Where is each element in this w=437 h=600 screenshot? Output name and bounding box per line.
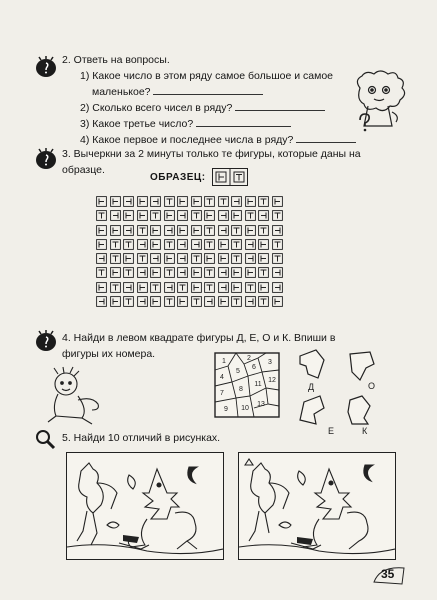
grid-figure[interactable] [204, 239, 215, 250]
grid-figure[interactable] [245, 296, 256, 307]
task-5 [62, 430, 362, 446]
task-2-question-1b: маленькое? [62, 84, 382, 100]
grid-figure[interactable] [177, 239, 188, 250]
grid-figure[interactable] [123, 253, 134, 264]
shape-letter-e: Е [328, 426, 335, 434]
grid-figure[interactable] [272, 267, 283, 278]
grid-figure[interactable] [150, 239, 161, 250]
shape-k[interactable] [348, 396, 370, 424]
answer-line-2[interactable] [235, 100, 325, 111]
sample-figures [213, 169, 247, 185]
shape-d[interactable] [300, 350, 324, 378]
grid-figure[interactable] [164, 210, 175, 221]
grid-figure[interactable] [164, 239, 175, 250]
grid-figure[interactable] [96, 225, 107, 236]
grid-figure[interactable] [164, 225, 175, 236]
grid-figure[interactable] [110, 253, 121, 264]
grid-figure[interactable] [110, 296, 121, 307]
grid-figure[interactable] [177, 253, 188, 264]
grid-figure[interactable] [123, 239, 134, 250]
answer-line-1[interactable] [153, 84, 263, 95]
thinking-head-icon [34, 148, 58, 172]
grid-figure[interactable] [96, 196, 107, 207]
grid-figure[interactable] [218, 267, 229, 278]
grid-figure[interactable] [177, 225, 188, 236]
answer-line-4[interactable] [296, 132, 356, 143]
grid-figure[interactable] [258, 267, 269, 278]
grid-figure[interactable] [137, 267, 148, 278]
magnifier-icon [34, 428, 56, 450]
square-num-10: 10 [241, 405, 249, 412]
grid-figure[interactable] [110, 210, 121, 221]
grid-figure[interactable] [137, 296, 148, 307]
grid-figure[interactable] [231, 267, 242, 278]
grid-figure[interactable] [272, 225, 283, 236]
grid-figure[interactable] [204, 210, 215, 221]
grid-figure[interactable] [191, 296, 202, 307]
grid-figure[interactable] [123, 296, 134, 307]
sample-label: ОБРАЗЕЦ: [150, 172, 206, 183]
grid-figure[interactable] [272, 210, 283, 221]
shape-o[interactable] [350, 352, 374, 380]
square-num-1: 1 [222, 358, 226, 365]
wolf-scene-left [67, 453, 223, 559]
grid-figure[interactable] [258, 282, 269, 293]
grid-figure[interactable] [137, 225, 148, 236]
grid-figure[interactable] [137, 239, 148, 250]
grid-figure[interactable] [204, 267, 215, 278]
grid-figure[interactable] [191, 267, 202, 278]
grid-figure[interactable] [204, 296, 215, 307]
grid-figure[interactable] [123, 196, 134, 207]
grid-figure[interactable] [191, 282, 202, 293]
picture-left [66, 452, 224, 560]
wolf-scene-right [239, 453, 395, 559]
grid-figure[interactable] [204, 196, 215, 207]
square-num-11: 11 [254, 381, 262, 388]
grid-figure[interactable] [231, 196, 242, 207]
grid-figure[interactable] [191, 239, 202, 250]
grid-figure[interactable] [218, 210, 229, 221]
grid-figure[interactable] [177, 296, 188, 307]
grid-figure[interactable] [177, 196, 188, 207]
grid-figure[interactable] [258, 196, 269, 207]
task-2-question-4: 4) Какое первое и последнее числа в ряду? [62, 132, 382, 148]
square-num-13: 13 [257, 401, 265, 408]
grid-figure[interactable] [191, 225, 202, 236]
grid-figure[interactable] [96, 296, 107, 307]
grid-figure[interactable] [191, 196, 202, 207]
shapes-to-find [290, 344, 410, 434]
grid-figure[interactable] [272, 296, 283, 307]
grid-figure[interactable] [164, 282, 175, 293]
grid-figure[interactable] [150, 296, 161, 307]
grid-figure[interactable] [231, 239, 242, 250]
square-num-5: 5 [236, 368, 240, 375]
task-3-title: 3. Вычеркни за 2 минуты только те фигуры, которые даны на [62, 148, 361, 160]
grid-figure[interactable] [150, 253, 161, 264]
shape-letter-k: К [362, 426, 368, 434]
square-num-9: 9 [224, 406, 228, 413]
shape-letter-o: О [368, 381, 376, 391]
answer-line-3[interactable] [196, 116, 291, 127]
task-2-question-3: 3) Какое третье число? [62, 116, 382, 132]
girl-question-illustration [352, 66, 414, 142]
grid-figure[interactable] [258, 210, 269, 221]
grid-figure[interactable] [96, 210, 107, 221]
grid-figure[interactable] [218, 196, 229, 207]
sample-box [212, 168, 248, 186]
square-num-8: 8 [239, 386, 243, 393]
square-num-12: 12 [268, 377, 276, 384]
grid-figure[interactable] [164, 296, 175, 307]
grid-figure[interactable] [137, 282, 148, 293]
grid-figure[interactable] [272, 239, 283, 250]
grid-figure[interactable] [164, 267, 175, 278]
grid-figure[interactable] [177, 210, 188, 221]
grid-figure[interactable] [123, 282, 134, 293]
grid-figure[interactable] [218, 282, 229, 293]
figure-grid [96, 196, 285, 310]
grid-figure[interactable] [245, 225, 256, 236]
page-number: 35 [381, 567, 395, 581]
grid-figure[interactable] [245, 282, 256, 293]
grid-figure[interactable] [218, 296, 229, 307]
grid-figure[interactable] [177, 282, 188, 293]
grid-figure[interactable] [123, 225, 134, 236]
grid-figure[interactable] [96, 282, 107, 293]
task-2-title: 2. Ответь на вопросы. [62, 54, 170, 66]
grid-figure[interactable] [123, 210, 134, 221]
grid-figure[interactable] [272, 282, 283, 293]
thinking-head-icon [34, 56, 58, 80]
grid-figure[interactable] [96, 253, 107, 264]
grid-figure[interactable] [164, 196, 175, 207]
grid-figure[interactable] [110, 282, 121, 293]
grid-figure[interactable] [272, 196, 283, 207]
grid-figure[interactable] [96, 239, 107, 250]
grid-figure[interactable] [137, 253, 148, 264]
boy-illustration [42, 366, 108, 426]
grid-figure[interactable] [231, 210, 242, 221]
task-4-title-cont: фигуры их номера. [62, 348, 156, 360]
shape-letter-d: Д [308, 382, 315, 392]
grid-figure[interactable] [164, 253, 175, 264]
grid-figure[interactable] [150, 210, 161, 221]
grid-figure[interactable] [258, 225, 269, 236]
grid-figure[interactable] [218, 239, 229, 250]
grid-figure[interactable] [231, 282, 242, 293]
grid-figure[interactable] [150, 225, 161, 236]
grid-figure[interactable] [150, 196, 161, 207]
square-num-7: 7 [220, 390, 224, 397]
grid-figure[interactable] [245, 210, 256, 221]
grid-figure[interactable] [218, 225, 229, 236]
grid-figure[interactable] [231, 225, 242, 236]
task-3-title-cont: образце. [62, 164, 105, 176]
grid-figure[interactable] [245, 239, 256, 250]
grid-figure[interactable] [110, 196, 121, 207]
grid-figure[interactable] [204, 282, 215, 293]
grid-figure[interactable] [231, 296, 242, 307]
grid-figure[interactable] [258, 239, 269, 250]
grid-figure[interactable] [245, 253, 256, 264]
task-5-title: 5. Найди 10 отличий в рисунках. [62, 432, 221, 444]
square-num-3: 3 [268, 359, 272, 366]
grid-figure[interactable] [204, 253, 215, 264]
grid-figure[interactable] [110, 225, 121, 236]
square-num-6: 6 [252, 364, 256, 371]
numbered-square [214, 352, 280, 418]
grid-figure[interactable] [177, 267, 188, 278]
task-2-question-1: 1) Какое число в этом ряду самое большое и самое [80, 70, 334, 82]
grid-figure[interactable] [272, 253, 283, 264]
grid-figure[interactable] [96, 267, 107, 278]
grid-figure[interactable] [218, 253, 229, 264]
grid-figure[interactable] [137, 210, 148, 221]
grid-figure[interactable] [110, 239, 121, 250]
grid-figure[interactable] [231, 253, 242, 264]
grid-figure[interactable] [258, 253, 269, 264]
shape-e[interactable] [300, 396, 324, 424]
grid-figure[interactable] [245, 196, 256, 207]
task-2 [62, 52, 382, 148]
thinking-head-icon [34, 330, 58, 354]
square-num-4: 4 [220, 374, 224, 381]
picture-right [238, 452, 396, 560]
task-2-question-2: 2) Сколько всего чисел в ряду? [62, 100, 382, 116]
grid-figure[interactable] [110, 267, 121, 278]
grid-figure[interactable] [137, 196, 148, 207]
grid-figure[interactable] [191, 210, 202, 221]
task-4-title: 4. Найди в левом квадрате фигуры Д, Е, О и К. Впиши в [62, 332, 336, 344]
grid-figure[interactable] [204, 225, 215, 236]
grid-figure[interactable] [150, 267, 161, 278]
grid-figure[interactable] [258, 296, 269, 307]
grid-figure[interactable] [191, 253, 202, 264]
grid-figure[interactable] [150, 282, 161, 293]
grid-figure[interactable] [123, 267, 134, 278]
square-num-2: 2 [247, 355, 251, 362]
grid-figure[interactable] [245, 267, 256, 278]
